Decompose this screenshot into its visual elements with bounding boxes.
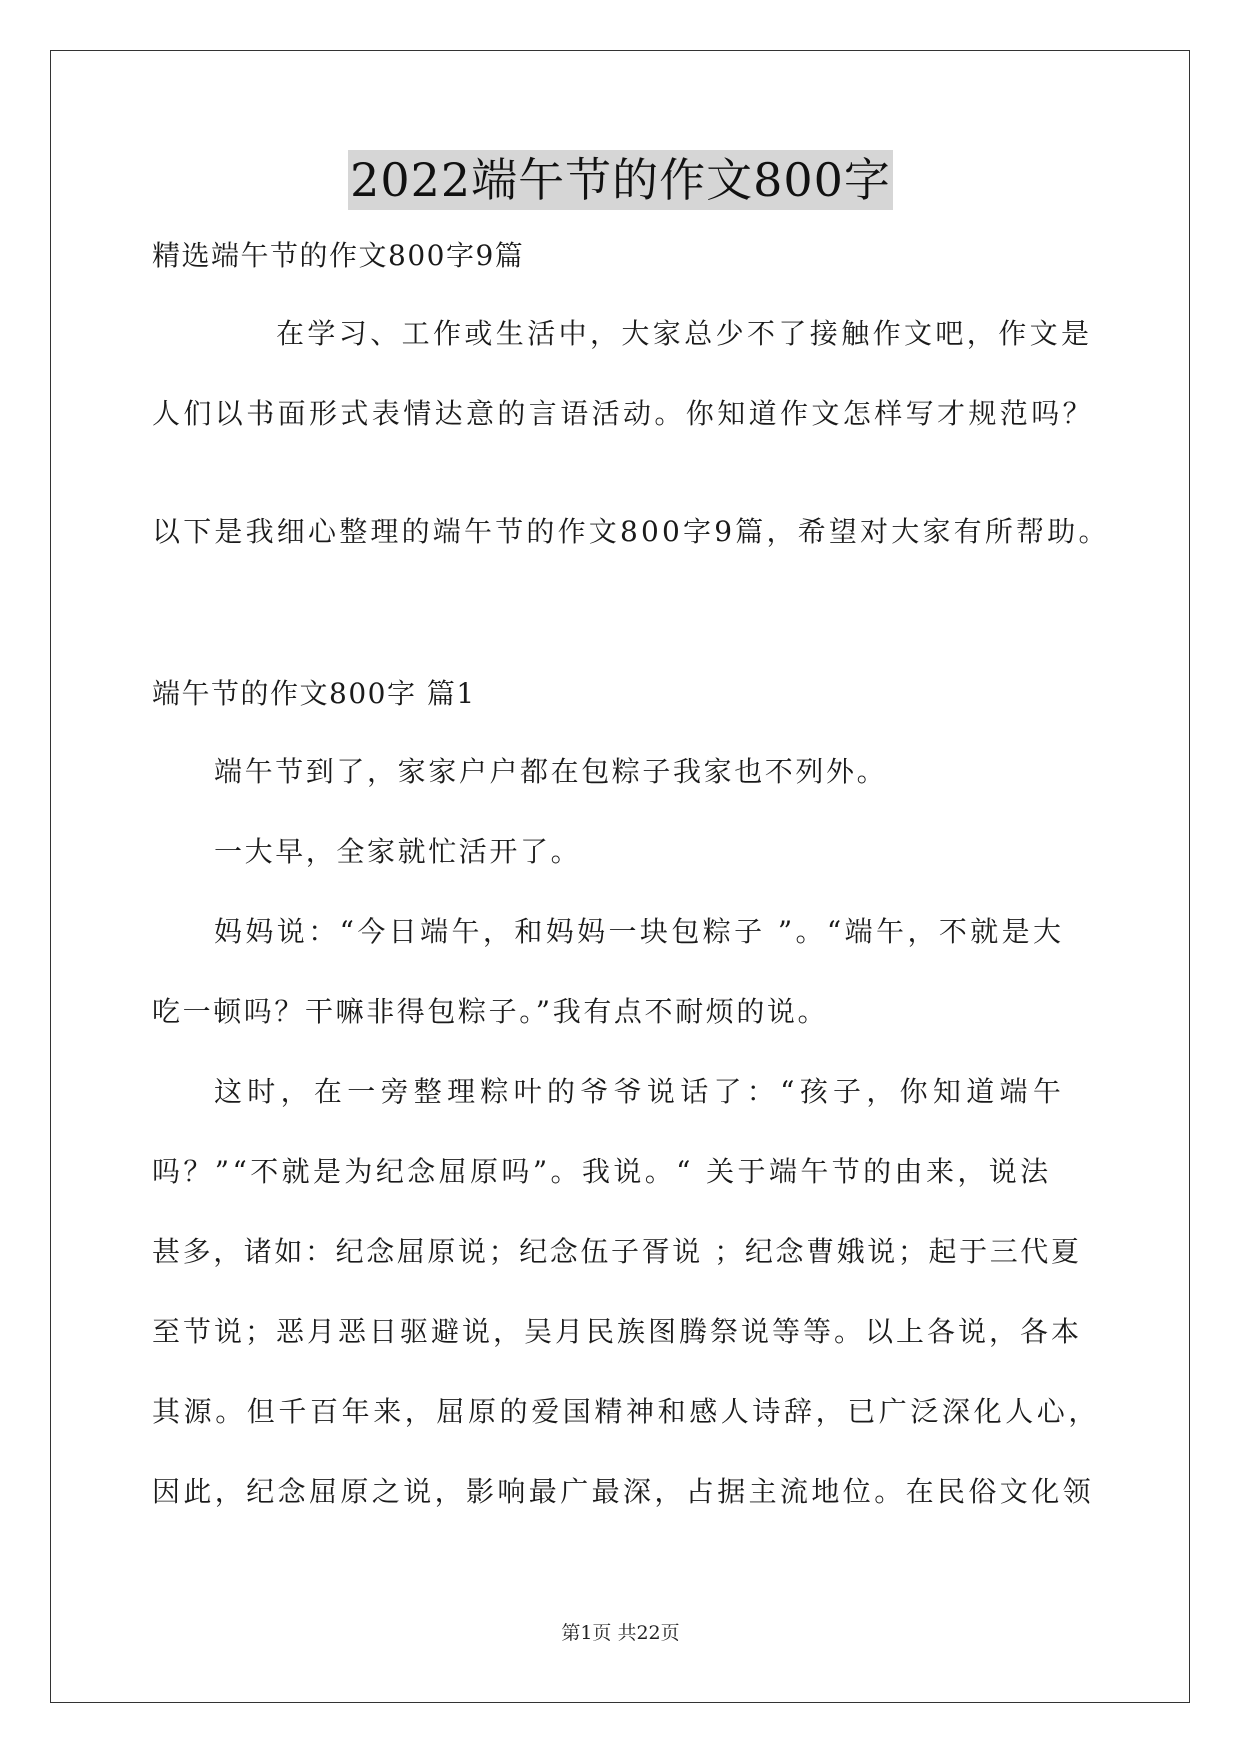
- body-line: 甚多，诸如：纪念屈原说；纪念伍子胥说 ；纪念曹娥说；起于三代夏: [152, 1235, 1082, 1268]
- title-container: [0, 150, 1241, 210]
- document-title: 2022端午节的作文800字: [348, 150, 893, 210]
- body-line: 端午节到了，家家户户都在包粽子我家也不列外。: [214, 755, 888, 788]
- body-line: 一大早，全家就忙活开了。: [214, 835, 582, 868]
- intro-line: 以下是我细心整理的端午节的作文800字9篇，希望对大家有所帮助。: [152, 515, 1110, 548]
- page-number-footer: 第1页 共22页: [561, 1622, 680, 1644]
- section-heading: 端午节的作文800字 篇1: [152, 677, 476, 710]
- document-subtitle: 精选端午节的作文800字9篇: [152, 239, 525, 272]
- page-border: [50, 50, 1190, 1703]
- intro-line: 在学习、工作或生活中，大家总少不了接触作文吧，作文是: [276, 317, 1093, 350]
- body-line: 吃一顿吗？干嘛非得包粽子。”我有点不耐烦的说。: [152, 995, 829, 1028]
- body-line: 吗？”“不就是为纪念屈原吗”。我说。“ 关于端午节的由来，说法: [152, 1155, 1052, 1188]
- body-line: 妈妈说：“今日端午，和妈妈一块包粽子 ”。“端午，不就是大: [214, 915, 1065, 948]
- intro-line: 人们以书面形式表情达意的言语活动。你知道作文怎样写才规范吗？: [152, 397, 1095, 430]
- body-line: 至节说；恶月恶日驱避说，吴月民族图腾祭说等等。以上各说，各本: [152, 1315, 1083, 1348]
- body-line: 其源。但千百年来，屈原的爱国精神和感人诗辞，已广泛深化人心，: [152, 1395, 1101, 1428]
- body-line: 这时，在一旁整理粽叶的爷爷说话了：“孩子，你知道端午: [214, 1075, 1067, 1108]
- body-line: 因此，纪念屈原之说，影响最广最深，占据主流地位。在民俗文化领: [152, 1475, 1095, 1508]
